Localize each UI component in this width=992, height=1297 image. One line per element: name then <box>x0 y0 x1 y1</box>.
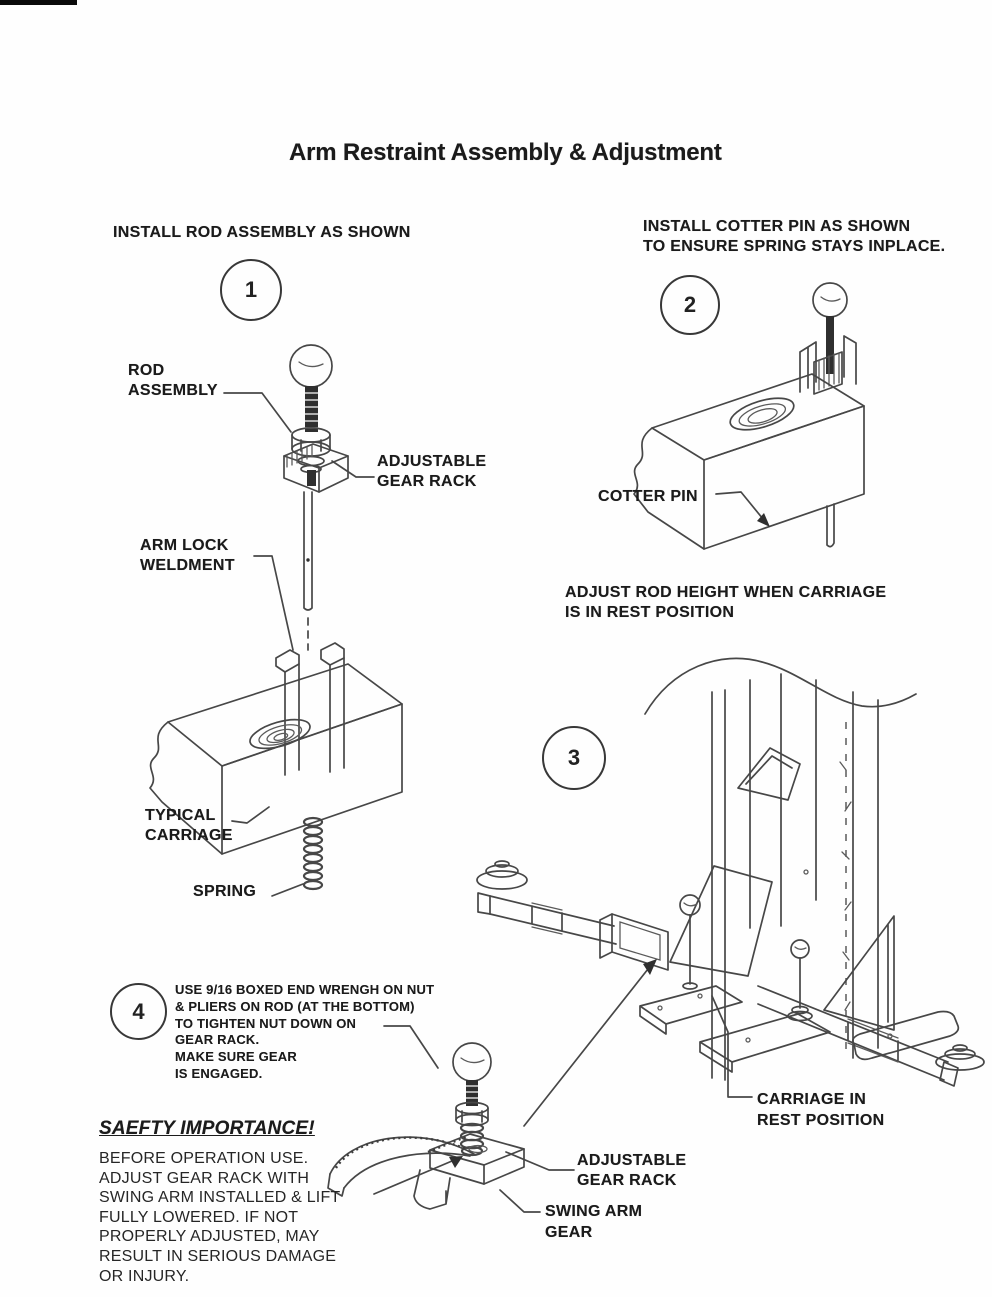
arm-lock-leader <box>254 556 293 650</box>
arm-lock-weldment-label <box>140 536 235 576</box>
step2-heading-line1: INSTALL COTTER PIN AS SHOWN <box>643 218 911 235</box>
safety-note <box>99 1118 340 1286</box>
carriage-plate-icon <box>670 866 772 976</box>
arm-lock-weldment-icon <box>276 643 344 775</box>
safety-line2: ADJUST GEAR RACK WITH <box>99 1169 310 1187</box>
safety-line6: RESULT IN SERIOUS DAMAGE <box>99 1247 337 1265</box>
step2-heading <box>643 217 945 256</box>
cotter-pin-leader <box>716 492 770 527</box>
rod-assembly-label <box>128 361 218 401</box>
spring-icon <box>304 818 322 889</box>
rod-assembly-label-line2: ASSEMBLY <box>128 382 218 399</box>
step3-number-badge <box>542 726 606 790</box>
step1-number-badge <box>220 259 282 321</box>
step4-line3: TO TIGHTEN NUT DOWN ON <box>175 1015 357 1031</box>
step2-number-badge <box>660 275 720 335</box>
step2-heading-line2: TO ENSURE SPRING STAYS INPLACE. <box>643 237 946 255</box>
safety-line3: SWING ARM INSTALLED & LIFT <box>99 1189 341 1207</box>
carriage-rest-label <box>757 1089 884 1131</box>
swing-arm-gear-icon <box>328 1137 474 1209</box>
rod-assembly-label-line1: ROD <box>128 362 165 379</box>
step3-heading-line1: ADJUST ROD HEIGHT WHEN CARRIAGE <box>565 584 887 601</box>
step2-number: 2 <box>683 292 697 317</box>
arm-lock-weldment-line2: WELDMENT <box>140 557 235 574</box>
adjustable-gear-rack-bottom-line1: ADJUSTABLE <box>577 1152 687 1169</box>
step4-number-badge <box>110 983 167 1040</box>
safety-line1: BEFORE OPERATION USE. <box>99 1150 309 1167</box>
safety-line7: OR INJURY. <box>99 1267 190 1285</box>
carriage-rest-line1: CARRIAGE IN <box>757 1091 867 1108</box>
typical-carriage-line2: CARRIAGE <box>145 827 233 844</box>
safety-heading: SAEFTY IMPORTANCE! <box>99 1118 315 1139</box>
carriage-block-icon <box>634 374 864 549</box>
spring-label: SPRING <box>193 883 257 900</box>
pin-icon <box>827 504 834 547</box>
carriage-rest-leader <box>712 996 752 1097</box>
adjustable-gear-rack-bottom-leader <box>506 1152 574 1170</box>
left-swing-arm-icon <box>477 861 616 944</box>
spring-icon <box>461 1124 483 1155</box>
step4-instructions <box>175 982 434 1083</box>
carriage-rest-diagram <box>477 658 984 1086</box>
safety-arrow <box>374 1156 463 1194</box>
adjustable-gear-rack-bottom-line2: GEAR RACK <box>577 1172 677 1189</box>
step1-heading: INSTALL ROD ASSEMBLY AS SHOWN <box>113 224 411 241</box>
step4-line2: & PLIERS ON ROD (AT THE BOTTOM) <box>175 998 415 1014</box>
typical-carriage-label <box>145 806 233 846</box>
swing-arm-gear-line2: GEAR <box>545 1224 593 1241</box>
cotter-pin-label: COTTER PIN <box>598 488 698 505</box>
gear-engaged-arrow <box>524 959 657 1126</box>
step3-number: 3 <box>567 745 581 770</box>
restraint-rod-icon <box>680 895 700 989</box>
rod-assembly-leader <box>224 393 291 432</box>
safety-line5: PROPERLY ADJUSTED, MAY <box>99 1228 320 1246</box>
swing-arm-gear-label <box>545 1201 642 1243</box>
typical-carriage-line1: TYPICAL <box>145 807 216 824</box>
page-title: Arm Restraint Assembly & Adjustment <box>289 139 722 166</box>
step4-line5: MAKE SURE GEAR <box>175 1049 297 1065</box>
spring-leader <box>272 884 303 896</box>
ball-knob-icon <box>813 283 847 317</box>
rod-icon <box>826 316 834 374</box>
adjustable-gear-rack-label-top <box>377 452 486 492</box>
step3-heading-line2: IS IN REST POSITION <box>565 603 735 621</box>
adjustable-gear-rack-top-line1: ADJUSTABLE <box>377 453 487 470</box>
swing-arm-gear-leader <box>500 1190 540 1212</box>
step1-number: 1 <box>244 277 258 302</box>
gusset-icon <box>824 916 894 1030</box>
adjustable-gear-rack-label-bottom <box>577 1151 686 1191</box>
rod-icon <box>304 492 312 610</box>
arm-lock-weldment-line1: ARM LOCK <box>140 537 229 554</box>
step4-number: 4 <box>132 998 145 1024</box>
step4-line1: USE 9/16 BOXED END WRENGH ON NUT <box>175 982 435 997</box>
step3-heading <box>565 583 886 622</box>
nut-icon <box>292 428 330 456</box>
typical-carriage-leader <box>232 807 269 823</box>
threaded-hole-icon <box>247 714 313 754</box>
carriage-rest-line2: REST POSITION <box>757 1112 885 1129</box>
safety-line4: FULLY LOWERED. IF NOT <box>99 1208 299 1226</box>
adjustable-gear-rack-top-line2: GEAR RACK <box>377 473 477 490</box>
adjustable-gear-rack-leader <box>332 461 374 477</box>
step4-line4: GEAR RACK. <box>175 1032 260 1048</box>
step4-line6: IS ENGAGED. <box>175 1065 263 1081</box>
leader-lines <box>224 393 770 1212</box>
swing-arm-gear-line1: SWING ARM <box>545 1203 643 1220</box>
column-bracket-icon <box>738 748 800 800</box>
restraint-rod-icon <box>788 940 812 1021</box>
safety-body <box>99 1149 340 1286</box>
